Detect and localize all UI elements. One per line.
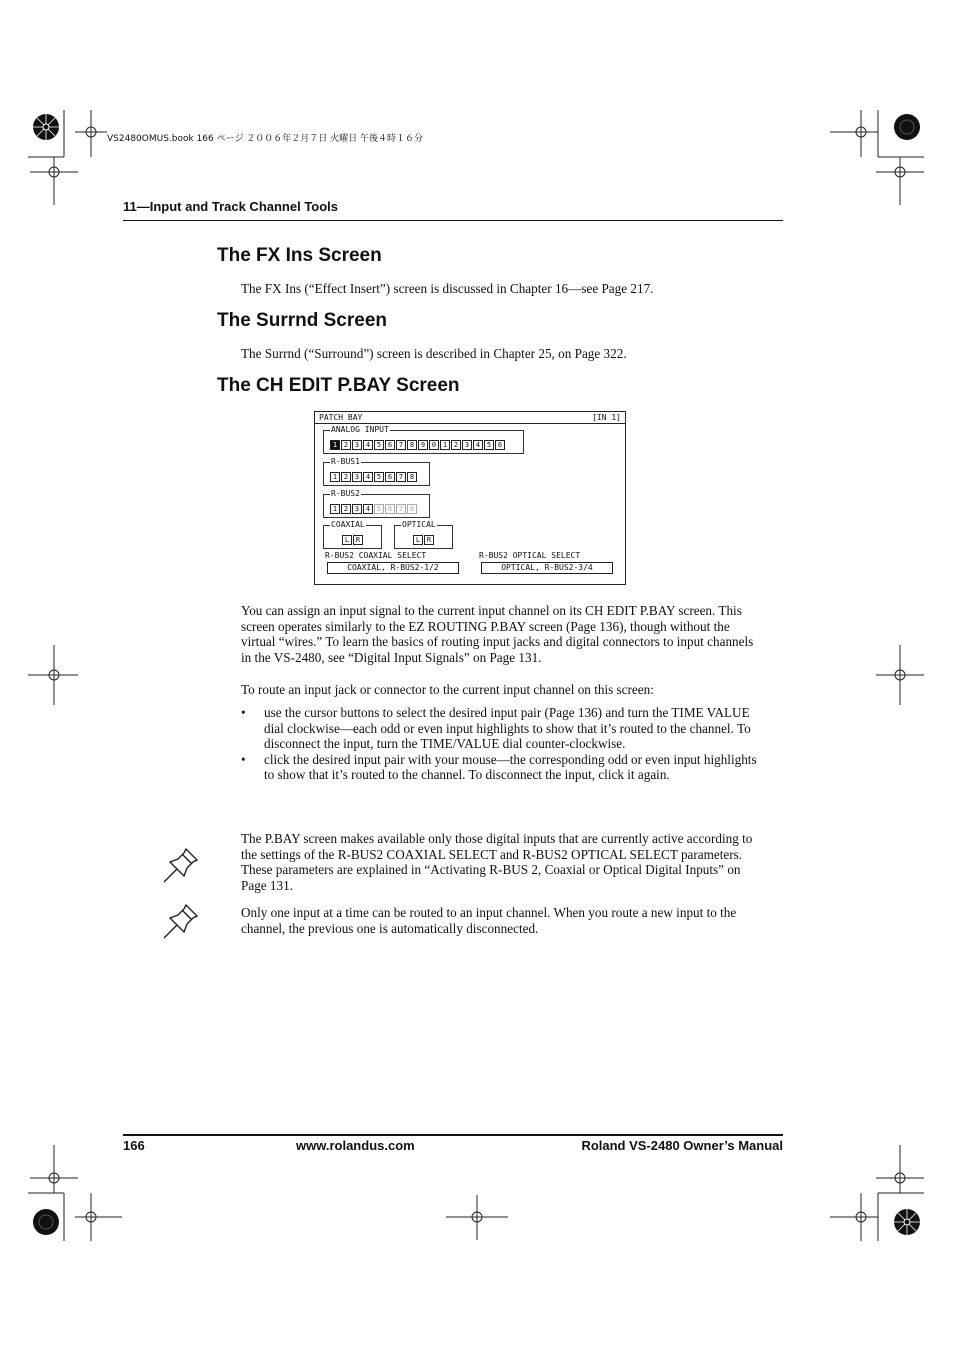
analog-input-button[interactable]: 2 — [341, 440, 351, 450]
lcd-channel: [IN 1] — [592, 413, 621, 422]
body-para-2: To route an input jack or connector to the current input channel on this screen: — [241, 682, 654, 697]
analog-input-button[interactable]: 6 — [495, 440, 505, 450]
optical-buttons — [413, 535, 434, 545]
rbus1-button[interactable]: 7 — [396, 472, 406, 482]
coaxial-label: COAXIAL — [331, 520, 365, 529]
rbus2-label: R-BUS2 — [331, 489, 360, 498]
registration-mark-icon — [33, 1209, 59, 1235]
analog-input-button[interactable]: 2 — [451, 440, 461, 450]
list-item: • click the desired input pair with your mouse—the corresponding odd or even input highlights to show that it’s routed to the channel. To disconnect the input, click it again. — [241, 752, 761, 783]
analog-input-button[interactable]: 1 — [440, 440, 450, 450]
lcd-title-divider — [315, 423, 625, 424]
section-text-surrnd: The Surrnd (“Surround”) screen is described in Chapter 25, on Page 322. — [241, 346, 627, 361]
registration-mark-icon — [33, 114, 59, 140]
rbus1-button[interactable]: 2 — [341, 472, 351, 482]
rbus1-button[interactable]: 1 — [330, 472, 340, 482]
opt-select-value[interactable]: OPTICAL, R-BUS2-3/4 — [481, 562, 613, 574]
analog-input-button[interactable]: 3 — [352, 440, 362, 450]
section-heading-fx: The FX Ins Screen — [217, 245, 382, 266]
section-heading-chedit: The CH EDIT P.BAY Screen — [217, 375, 460, 396]
list-item: • use the cursor buttons to select the desired input pair (Page 136) and turn the TIME VALUE dial clockwise—each odd or even input highlights to show that it’s routed to the channel. To disconnect the input, turn the TIME/VALUE dial counter-clockwise. — [241, 705, 761, 752]
lcd-title: PATCH BAY — [319, 413, 363, 422]
analog-input-button[interactable]: 1 — [330, 440, 340, 450]
rbus2-button[interactable]: 4 — [363, 504, 373, 514]
rbus2-button[interactable]: 3 — [352, 504, 362, 514]
chapter-header: 11—Input and Track Channel Tools — [123, 199, 339, 214]
analog-input-button[interactable]: 4 — [473, 440, 483, 450]
analog-input-group — [323, 425, 524, 454]
note-2: Only one input at a time can be routed to an input channel. When you route a new input to the channel, the previous one is automatically disconnected. — [241, 905, 737, 936]
rbus1-button[interactable]: 5 — [374, 472, 384, 482]
rbus2-button[interactable]: 6 — [385, 504, 395, 514]
coaxial-buttons — [342, 535, 363, 545]
analog-input-button[interactable]: 3 — [462, 440, 472, 450]
coaxial-group — [323, 520, 382, 549]
registration-mark-icon — [894, 1209, 920, 1235]
analog-input-button[interactable]: 4 — [363, 440, 373, 450]
optical-group — [394, 520, 453, 549]
rbus1-label: R-BUS1 — [331, 457, 360, 466]
analog-input-buttons — [330, 440, 505, 450]
analog-input-button[interactable]: 6 — [385, 440, 395, 450]
footer-url[interactable]: www.rolandus.com — [296, 1138, 415, 1153]
footer-manual-title: Roland VS-2480 Owner’s Manual — [581, 1138, 783, 1153]
coax-select-value[interactable]: COAXIAL, R-BUS2-1/2 — [327, 562, 459, 574]
rbus2-button[interactable]: 8 — [407, 504, 417, 514]
rbus1-button[interactable]: 4 — [363, 472, 373, 482]
rbus2-group — [323, 489, 430, 518]
print-header: VS2480OMUS.book 166 ページ ２００６年２月７日 火曜日 午後４時１６分 — [107, 134, 424, 144]
coaxial-button[interactable]: R — [353, 535, 363, 545]
header-rule — [123, 220, 783, 221]
page-number: 166 — [123, 1138, 145, 1153]
analog-input-button[interactable]: 5 — [374, 440, 384, 450]
analog-input-button[interactable]: 8 — [407, 440, 417, 450]
instruction-list — [241, 705, 761, 783]
rbus1-buttons — [330, 472, 417, 482]
optical-button[interactable]: L — [413, 535, 423, 545]
body-para-1: You can assign an input signal to the current input channel on its CH EDIT P.BAY screen. This screen operates similarly to the EZ ROUTING P.BAY screen (Page 136), though without the virtual “wires.” To learn the basics of routing input jacks and digital connectors to input channels in the VS-2480, see “Digital Input Signals” on Page 131. — [241, 603, 754, 665]
coax-select-label: R-BUS2 COAXIAL SELECT — [325, 551, 427, 560]
analog-input-label: ANALOG INPUT — [331, 425, 389, 434]
footer-rule — [123, 1134, 783, 1136]
rbus2-button[interactable]: 7 — [396, 504, 406, 514]
analog-input-button[interactable]: 5 — [484, 440, 494, 450]
section-heading-surrnd: The Surrnd Screen — [217, 310, 387, 331]
rbus2-button[interactable]: 2 — [341, 504, 351, 514]
optical-button[interactable]: R — [424, 535, 434, 545]
coaxial-button[interactable]: L — [342, 535, 352, 545]
rbus2-button[interactable]: 5 — [374, 504, 384, 514]
opt-select-label: R-BUS2 OPTICAL SELECT — [479, 551, 581, 560]
rbus1-group — [323, 457, 430, 486]
patch-bay-screen — [314, 411, 626, 585]
optical-label: OPTICAL — [402, 520, 436, 529]
rbus2-buttons — [330, 504, 417, 514]
pushpin-note-icon — [160, 846, 200, 884]
analog-input-button[interactable]: 0 — [429, 440, 439, 450]
rbus2-button[interactable]: 1 — [330, 504, 340, 514]
analog-input-button[interactable]: 7 — [396, 440, 406, 450]
rbus1-button[interactable]: 6 — [385, 472, 395, 482]
section-text-fx: The FX Ins (“Effect Insert”) screen is discussed in Chapter 16—see Page 217. — [241, 281, 654, 296]
note-1: The P.BAY screen makes available only those digital inputs that are currently active according to the settings of the R-BUS2 COAXIAL SELECT and R-BUS2 OPTICAL SELECT parameters. These parameters are explained in “Activating R-BUS 2, Coaxial or Optical Digital Inputs” on Page 131. — [241, 831, 753, 893]
registration-mark-icon — [894, 114, 920, 140]
rbus1-button[interactable]: 8 — [407, 472, 417, 482]
analog-input-button[interactable]: 9 — [418, 440, 428, 450]
rbus1-button[interactable]: 3 — [352, 472, 362, 482]
pushpin-note-icon — [160, 902, 200, 940]
